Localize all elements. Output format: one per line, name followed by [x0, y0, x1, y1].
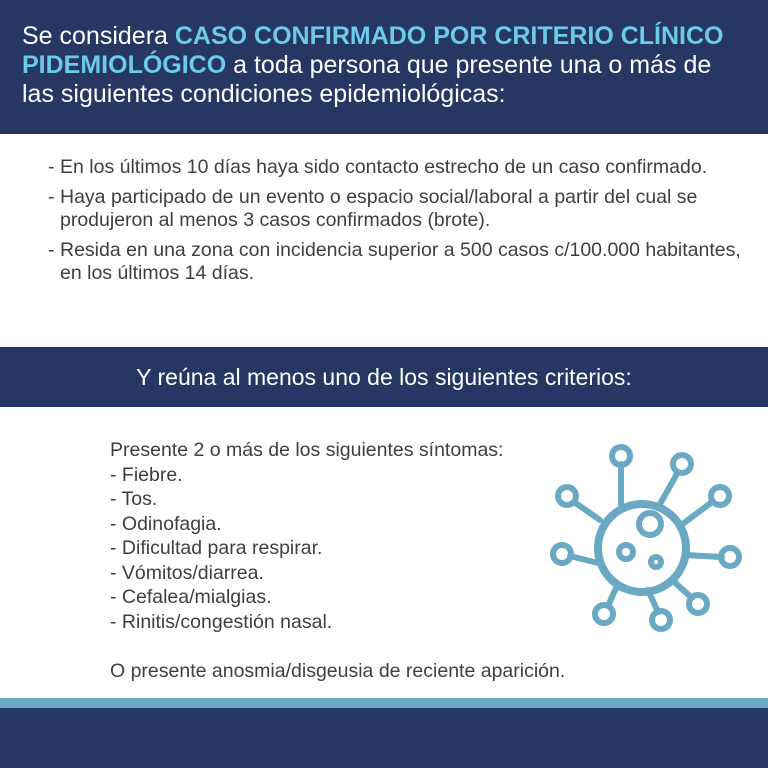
symptom-item: - Fiebre. — [110, 463, 183, 486]
header-highlight-text: CASO CONFIRMADO POR CRITERIO CLÍNICO PIDEMIOLÓGICO — [22, 22, 724, 79]
header-intro-text: Se considera — [22, 22, 175, 50]
bullet-dash: - — [48, 156, 55, 178]
virus-icon — [540, 430, 750, 640]
symptom-item: - Rinitis/congestión nasal. — [110, 610, 333, 633]
accent-stripe — [0, 698, 768, 708]
symptom-item: - Tos. — [110, 488, 158, 510]
conditions-list — [48, 156, 748, 292]
symptom-item: - Cefalea/mialgias. — [110, 586, 272, 608]
bullet-dash: - — [48, 239, 55, 261]
bullet-dash: - — [48, 186, 55, 208]
condition-item — [48, 156, 748, 179]
condition-text: Haya participado de un evento o espacio social/laboral a partir del cual se produjeron al menos 3 casos confirmados (brote). — [60, 186, 698, 231]
symptoms-intro: Presente 2 o más de los siguientes síntomas: — [110, 439, 504, 461]
alternative-criterion: O presente anosmia/disgeusia de reciente aparición. — [110, 660, 566, 682]
footer-bar — [0, 708, 768, 768]
symptom-item: - Odinofagia. — [110, 512, 222, 535]
criteria-band-text: Y reúna al menos uno de los siguientes criterios: — [136, 364, 632, 390]
condition-text: Resida en una zona con incidencia superior a 500 casos c/100.000 habitantes, en los últimos 14 días. — [60, 239, 741, 284]
symptom-item: - Dificultad para respirar. — [110, 537, 323, 559]
condition-item — [48, 186, 748, 232]
header-banner — [0, 0, 768, 134]
criteria-band — [0, 347, 768, 407]
condition-text: En los últimos 10 días haya sido contacto estrecho de un caso confirmado. — [60, 156, 708, 178]
condition-item — [48, 239, 748, 285]
header-outro-text: a toda persona que presente una o más de las siguientes condiciones epidemiológicas: — [22, 51, 712, 108]
symptom-item: - Vómitos/diarrea. — [110, 561, 264, 584]
